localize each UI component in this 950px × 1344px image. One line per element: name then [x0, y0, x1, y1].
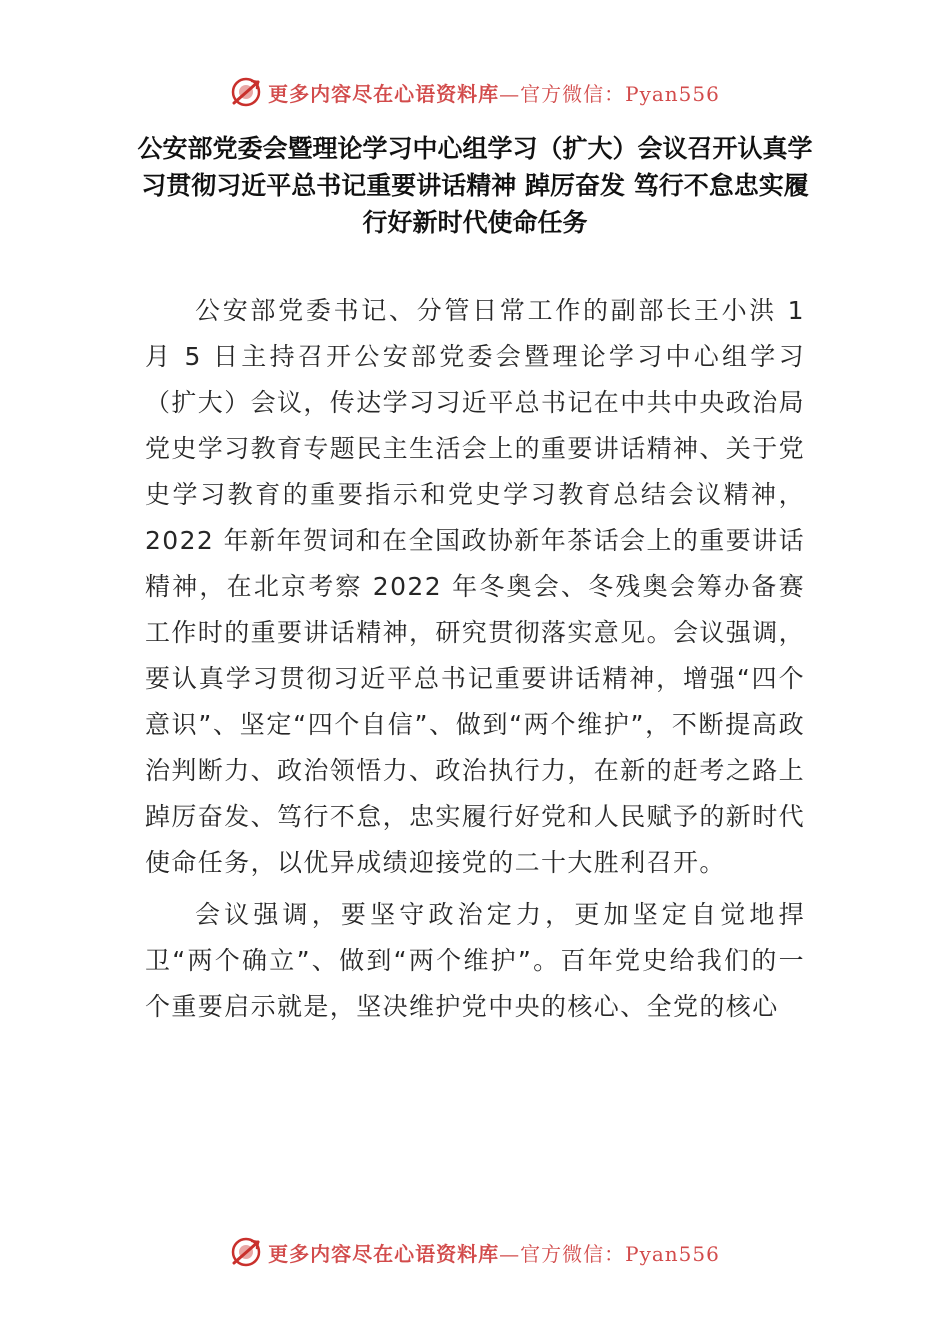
brand-logo-icon: [230, 1236, 262, 1268]
brand-logo-icon: [230, 76, 262, 108]
body-paragraph: 会议强调，要坚守政治定力，更加坚定自觉地捍卫“两个确立”、做到“两个维护”。百年党史给我们的一个重要启示就是，坚决维护党中央的核心、全党的核心: [145, 900, 805, 1021]
document-body: [145, 288, 805, 1036]
header-watermark: [0, 72, 950, 112]
watermark-text: 更多内容尽在心语资料库—官方微信：Pyan556: [268, 81, 720, 106]
document-title: 公安部党委会暨理论学习中心组学习（扩大）会议召开认真学习贯彻习近平总书记重要讲话精神 踔厉奋发 笃行不怠忠实履行好新时代使命任务: [137, 134, 813, 237]
watermark-text: 更多内容尽在心语资料库—官方微信：Pyan556: [268, 1241, 720, 1266]
footer-watermark: [0, 1232, 950, 1272]
body-paragraph: 公安部党委书记、分管日常工作的副部长王小洪 1 月 5 日主持召开公安部党委会暨理论学习中心组学习（扩大）会议，传达学习习近平总书记在中共中央政治局党史学习教育专题民主生活会上的重要讲话精神、关于党史学习教育的重要指示和党史学习教育总结会议精神，2022 年新年贺词和在全国政协新年茶话会上的重要讲话精神，在北京考察 2022 年冬奥会、冬残奥会筹办备赛工作时的重要讲话精神，研究贯彻落实意见。会议强调，要认真学习贯彻习近平总书记重要讲话精神，增强“四个意识”、坚定“四个自信”、做到“两个维护”，不断提高政治判断力、政治领悟力、政治执行力，在新的赶考之路上踔厉奋发、笃行不怠，忠实履行好党和人民赋予的新时代使命任务，以优异成绩迎接党的二十大胜利召开。: [145, 296, 806, 877]
